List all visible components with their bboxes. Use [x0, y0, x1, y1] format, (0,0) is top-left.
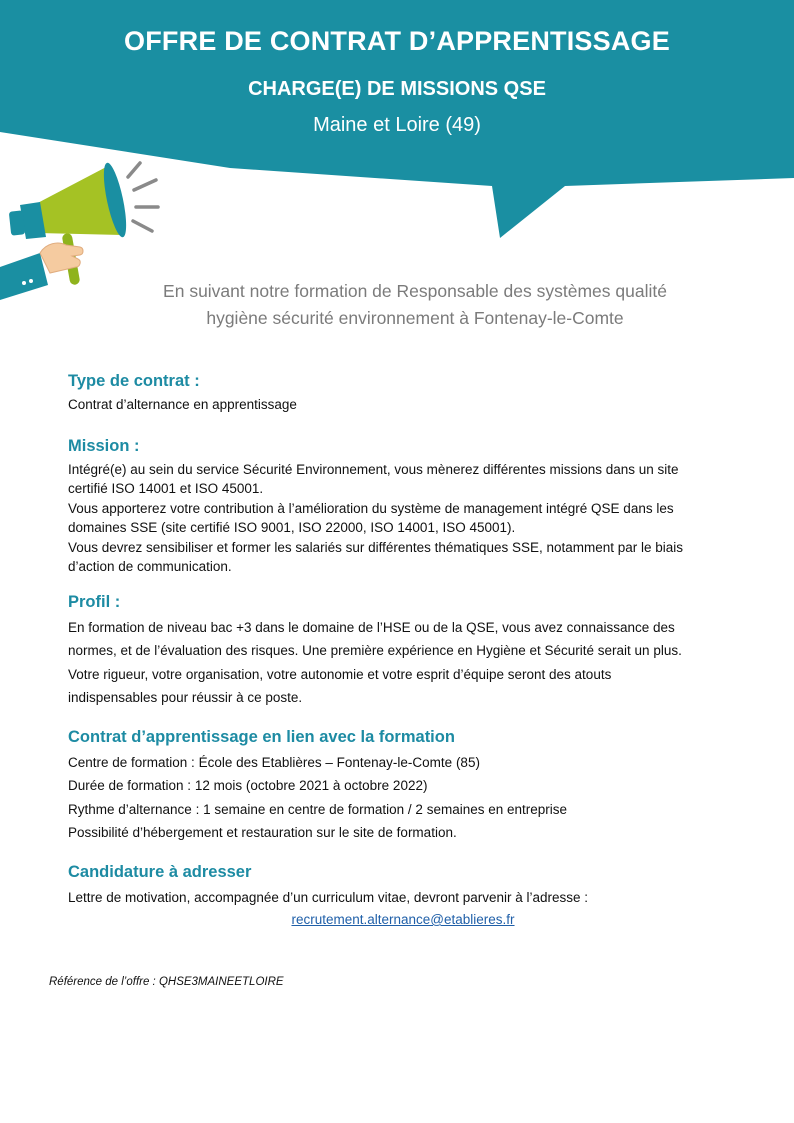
section-text: Vous apporterez votre contribution à l’amélioration du système de management intégré QSE dans les [68, 500, 674, 516]
section-text: certifié ISO 14001 et ISO 45001. [68, 481, 264, 496]
job-location: Maine et Loire (49) [313, 114, 481, 136]
section-text: Intégré(e) au sein du service Sécurité Environnement, vous mènerez différentes missions dans un site [68, 461, 679, 477]
intro-text: En suivant notre formation de Responsable des systèmes qualité hygiène sécurité environnement à Fontenay-le-Comte [163, 281, 667, 328]
section-profil [68, 593, 738, 710]
sound-waves-icon [128, 163, 158, 231]
page-title: OFFRE DE CONTRAT D’APPRENTISSAGE [124, 26, 670, 56]
section-title: Candidature à adresser [68, 862, 252, 881]
section-text: En formation de niveau bac +3 dans le domaine de l’HSE ou de la QSE, vous avez connaissance des [68, 619, 675, 635]
offer-reference: Référence de l’offre : QHSE3MAINEETLOIRE [49, 976, 284, 988]
section-text: Durée de formation : 12 mois (octobre 2021 à octobre 2022) [68, 778, 428, 793]
section-text: domaines SSE (site certifié ISO 9001, ISO 22000, ISO 14001, ISO 45001). [68, 520, 516, 535]
section-text: Possibilité d’hébergement et restauration sur le site de formation. [68, 825, 457, 840]
section-title: Contrat d’apprentissage en lien avec la formation [68, 727, 455, 746]
section-text: Vous devrez sensibiliser et former les salariés sur différentes thématiques SSE, notamment par le biais [68, 539, 684, 555]
section-text: Votre rigueur, votre organisation, votre autonomie et votre esprit d’équipe seront des atouts [68, 666, 612, 682]
job-title: CHARGE(E) DE MISSIONS QSE [248, 78, 546, 100]
arm-icon [0, 253, 48, 300]
section-type-contrat [68, 372, 738, 415]
section-text: normes, et de l’évaluation des risques. Une première expérience en Hygiène et Sécurité serait un plus. [68, 643, 682, 658]
offer-content [68, 372, 738, 943]
section-text: d’action de communication. [68, 559, 232, 574]
section-title: Mission : [68, 436, 140, 455]
email-link[interactable]: recrutement.alternance@etablieres.fr [291, 912, 515, 927]
section-text: Contrat d’alternance en apprentissage [68, 397, 297, 412]
section-text: Rythme d’alternance : 1 semaine en centre de formation / 2 semaines en entreprise [68, 801, 568, 817]
section-candidature [68, 863, 738, 930]
section-mission [68, 437, 738, 577]
section-text: indispensables pour réussir à ce poste. [68, 690, 303, 705]
section-contrat-formation [68, 728, 738, 845]
section-text: Centre de formation : École des Etablières – Fontenay-le-Comte (85) [68, 754, 480, 770]
section-text: Lettre de motivation, accompagnée d’un curriculum vitae, devront parvenir à l’adresse : [68, 889, 589, 905]
section-title: Type de contrat : [68, 372, 200, 390]
section-title: Profil : [68, 592, 121, 611]
